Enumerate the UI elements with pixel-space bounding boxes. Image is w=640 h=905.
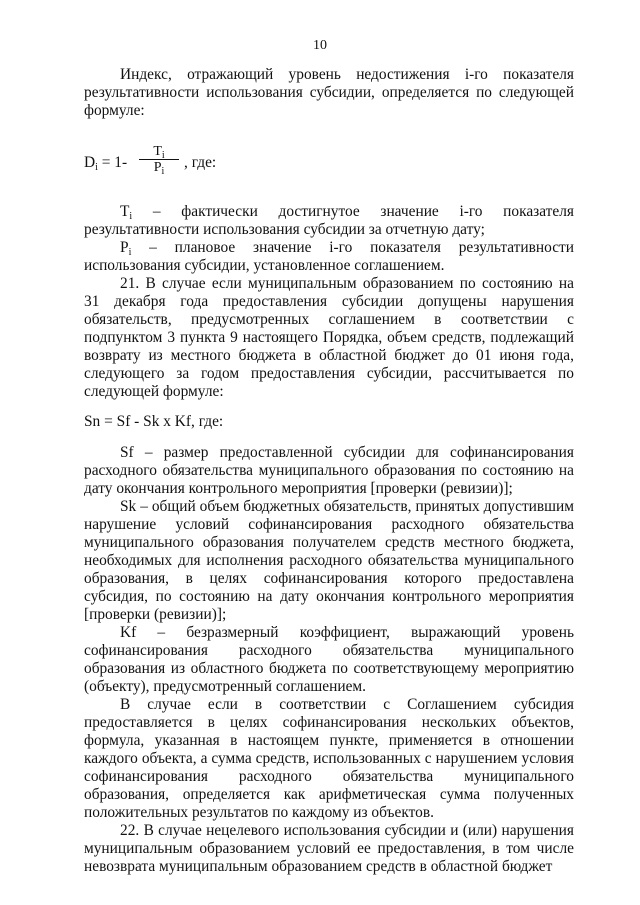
numerator-var: T bbox=[153, 144, 162, 159]
symbol-p: P bbox=[120, 239, 129, 256]
formula-one-minus: = 1- bbox=[97, 154, 128, 171]
formula-var-d: D bbox=[84, 154, 96, 171]
clause-22: 22. В случае нецелевого использования субсидии и (или) нарушения муниципальным образованием условий ее предоставления, в том числе невозврата муниципальным образованием средств в областной бюджет bbox=[84, 822, 574, 875]
formula-lhs bbox=[84, 154, 127, 172]
symbol-p-dash: – bbox=[131, 239, 175, 256]
definition-sf: Sf – размер предоставленной субсидии для софинансирования расходного обязательства муниципального образования по состоянию на дату окончания контрольного мероприятия [проверки (ревизии)]; bbox=[84, 444, 574, 497]
fraction-numerator bbox=[139, 144, 179, 160]
page-number: 10 bbox=[313, 38, 327, 53]
definition-p-text: плановое значение i-го показателя результативности использования субсидии, установленное соглашением. bbox=[84, 239, 574, 274]
denominator-var: P bbox=[153, 160, 162, 175]
fraction-denominator bbox=[139, 160, 179, 176]
formula-fraction bbox=[139, 144, 179, 176]
definition-t bbox=[84, 203, 574, 239]
formula-sn: Sn = Sf - Sk x Kf, где: bbox=[84, 413, 224, 430]
definition-p bbox=[84, 239, 574, 275]
symbol-t-dash: – bbox=[132, 203, 182, 220]
definition-t-text: фактически достигнутое значение i-го показателя результативности использования субсидии за отчетную дату; bbox=[84, 203, 575, 238]
intro-paragraph: Индекс, отражающий уровень недостижения i-го показателя результативности использования субсидии, определяется по следующей формуле: bbox=[84, 66, 574, 119]
symbol-p-sub: i bbox=[128, 247, 132, 258]
formula-d-index bbox=[84, 144, 574, 180]
document-body bbox=[84, 66, 574, 876]
numerator-sub: i bbox=[161, 150, 165, 161]
symbol-t-sub: i bbox=[129, 211, 133, 222]
definition-kf: Kf – безразмерный коэффициент, выражающий уровень софинансирования расходного обязательства муниципального образования из областного бюджета по соответствующему мероприятию (объекту), предусмотренный соглашением. bbox=[84, 624, 574, 695]
definition-sk: Sk – общий объем бюджетных обязательств, принятых допустившим нарушение условий софинансирования расходного обязательства муниципального образования получателем средств местного бюджета, необходимых для исполнения расходного обязательства муниципального образования, в целях софинансирования которого предоставлена субсидия, по состоянию на дату окончания контрольного мероприятия [проверки (ревизии)]; bbox=[84, 498, 574, 623]
multiple-objects-paragraph: В случае если в соответствии с Соглашением субсидия предоставляется в целях софинансирования нескольких объектов, формула, указанная в настоящем пункте, применяется в отношении каждого объекта, а сумма средств, использованных с нарушением условия софинансирования расходного обязательства муниципального образования, определяется как арифметическая сумма полученных положительных результатов по каждому из объектов. bbox=[84, 696, 574, 821]
formula-where: , где: bbox=[184, 154, 217, 171]
formula-sub-i: i bbox=[95, 162, 98, 173]
denominator-sub: i bbox=[161, 166, 165, 177]
symbol-t: T bbox=[120, 203, 130, 220]
clause-21: 21. В случае если муниципальным образованием по состоянию на 31 декабря года предоставления субсидии допущены нарушения обязательств, предусмотренных соглашением в соответствии с подпунктом 3 пункта 9 настоящего Порядка, объем средств, подлежащий возврату из местного бюджета в областной бюджет до 01 июня года, следующего за годом предоставления субсидии, рассчитывается по следующей формуле: bbox=[84, 275, 574, 400]
